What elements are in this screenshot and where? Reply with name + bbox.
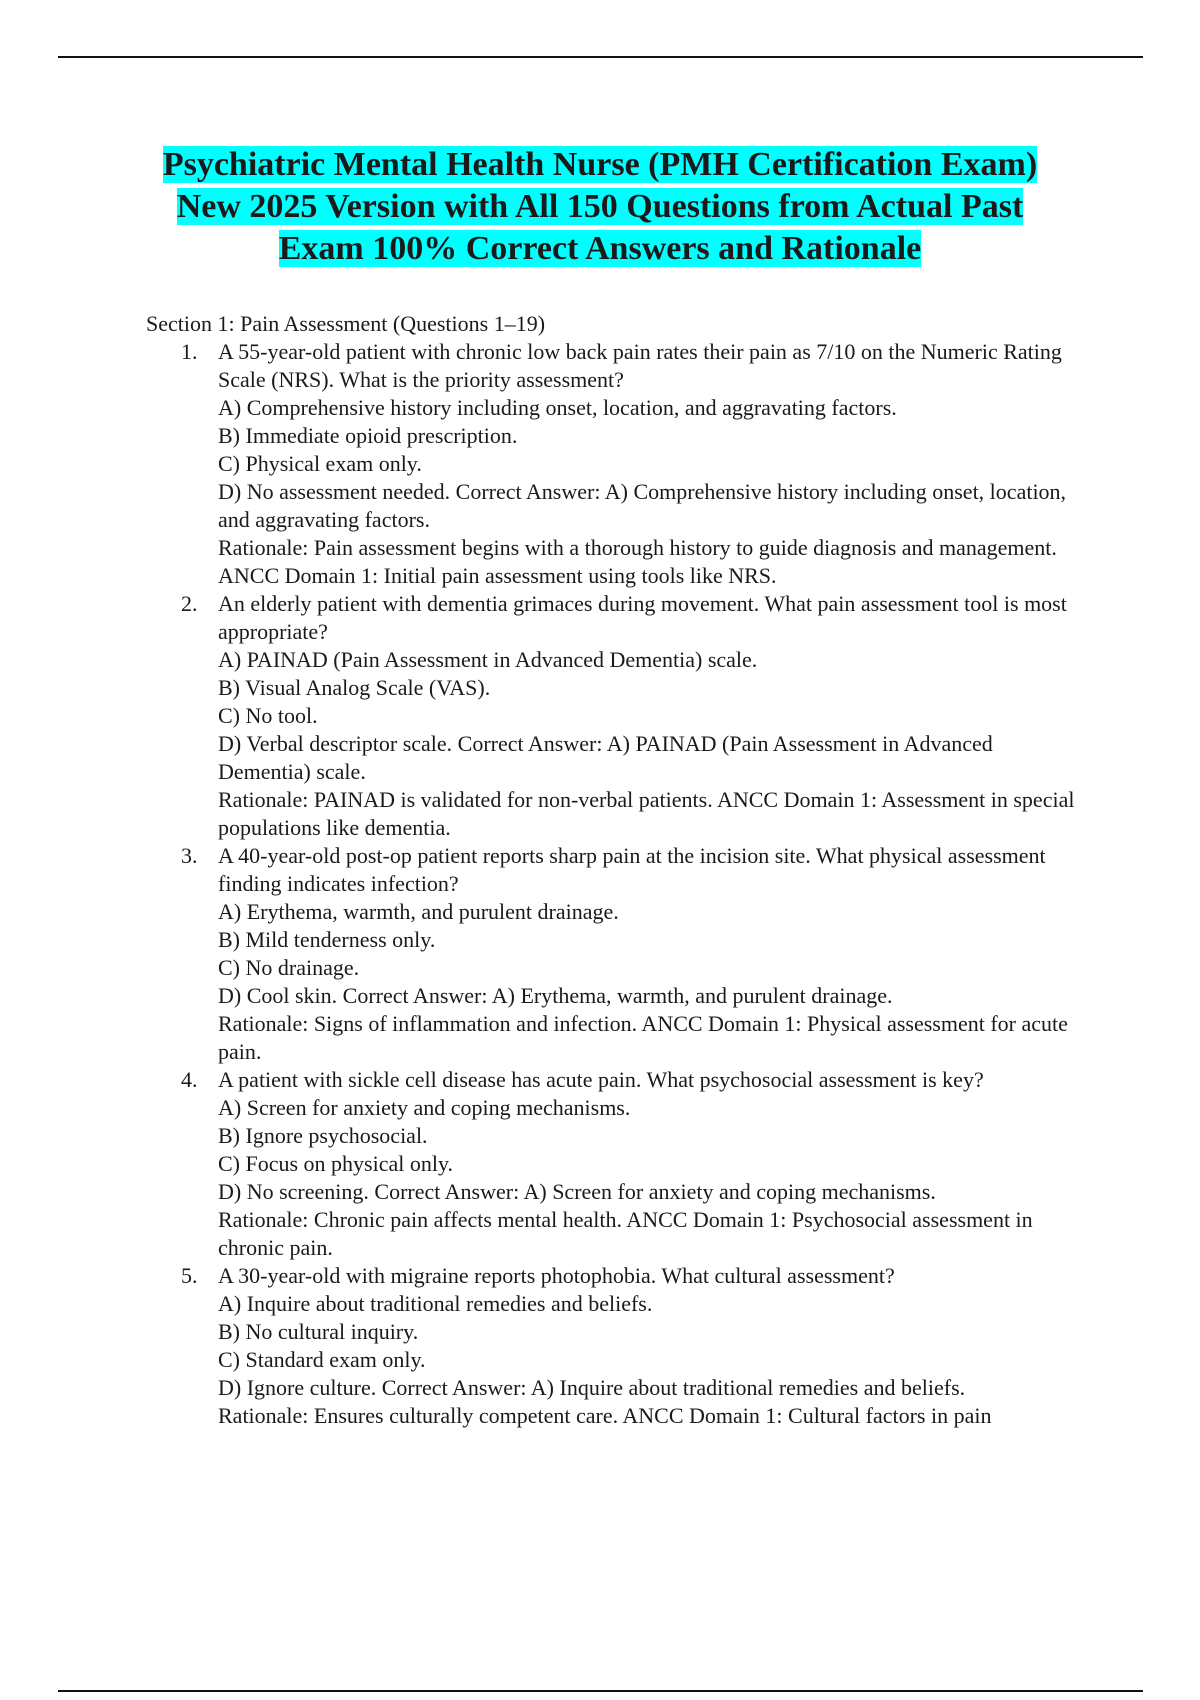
question-stem: A patient with sickle cell disease has acute pain. What psychosocial assessment is key? [218,1067,984,1092]
document-title [60,144,1140,270]
rationale: Rationale: Chronic pain affects mental health. ANCC Domain 1: Psychosocial assessment in chronic pain. [218,1207,1033,1260]
question-5 [146,1262,1086,1430]
question-stem: A 30-year-old with migraine reports photophobia. What cultural assessment? [218,1263,895,1288]
option-d-correct-answer: D) No screening. Correct Answer: A) Screen for anxiety and coping mechanisms. [218,1179,936,1204]
question-number: 4. [181,1067,198,1092]
title-line-2: New 2025 Version with All 150 Questions from Actual Past [176,188,1024,225]
option-a: A) Comprehensive history including onset, location, and aggravating factors. [218,395,897,420]
option-c: C) No tool. [218,703,318,728]
question-list [146,338,1086,1430]
option-d-correct-answer: D) Cool skin. Correct Answer: A) Erythema, warmth, and purulent drainage. [218,983,893,1008]
section-heading: Section 1: Pain Assessment (Questions 1–19) [146,311,546,336]
option-d-correct-answer: D) Verbal descriptor scale. Correct Answer: A) PAINAD (Pain Assessment in Advanced Dementia) scale. [218,731,993,784]
question-4 [146,1066,1086,1262]
rationale: Rationale: PAINAD is validated for non-verbal patients. ANCC Domain 1: Assessment in special populations like dementia. [218,787,1075,840]
question-number: 1. [181,339,198,364]
option-d-correct-answer: D) Ignore culture. Correct Answer: A) Inquire about traditional remedies and beliefs. [218,1375,966,1400]
option-a: A) PAINAD (Pain Assessment in Advanced Dementia) scale. [218,647,758,672]
rationale: Rationale: Pain assessment begins with a thorough history to guide diagnosis and management. ANCC Domain 1: Initial pain assessment using tools like NRS. [218,535,1057,588]
question-1 [146,338,1086,590]
rationale: Rationale: Ensures culturally competent care. ANCC Domain 1: Cultural factors in pain [218,1403,992,1428]
option-a: A) Screen for anxiety and coping mechanisms. [218,1095,631,1120]
option-a: A) Inquire about traditional remedies and beliefs. [218,1291,653,1316]
option-d-correct-answer: D) No assessment needed. Correct Answer: A) Comprehensive history including onset, location, and aggravating factors. [218,479,1067,532]
document-body [146,310,1086,1430]
question-number: 2. [181,591,198,616]
question-stem: An elderly patient with dementia grimaces during movement. What pain assessment tool is most appropriate? [218,591,1067,644]
option-b: B) Ignore psychosocial. [218,1123,428,1148]
top-rule [58,56,1143,58]
option-c: C) Focus on physical only. [218,1151,454,1176]
option-b: B) No cultural inquiry. [218,1319,419,1344]
option-b: B) Mild tenderness only. [218,927,436,952]
rationale: Rationale: Signs of inflammation and infection. ANCC Domain 1: Physical assessment for acute pain. [218,1011,1068,1064]
option-c: C) Physical exam only. [218,451,422,476]
option-c: C) Standard exam only. [218,1347,426,1372]
question-number: 5. [181,1263,198,1288]
option-b: B) Immediate opioid prescription. [218,423,518,448]
option-b: B) Visual Analog Scale (VAS). [218,675,491,700]
question-number: 3. [181,843,198,868]
bottom-rule [58,1690,1143,1692]
option-c: C) No drainage. [218,955,360,980]
question-2 [146,590,1086,842]
option-a: A) Erythema, warmth, and purulent drainage. [218,899,619,924]
question-stem: A 55-year-old patient with chronic low back pain rates their pain as 7/10 on the Numeric Rating Scale (NRS). What is the priority assessment? [218,339,1062,392]
question-stem: A 40-year-old post-op patient reports sharp pain at the incision site. What physical assessment finding indicates infection? [218,843,1046,896]
title-line-3: Exam 100% Correct Answers and Rationale [278,230,922,267]
title-line-1: Psychiatric Mental Health Nurse (PMH Certification Exam) [162,146,1038,183]
question-3 [146,842,1086,1066]
